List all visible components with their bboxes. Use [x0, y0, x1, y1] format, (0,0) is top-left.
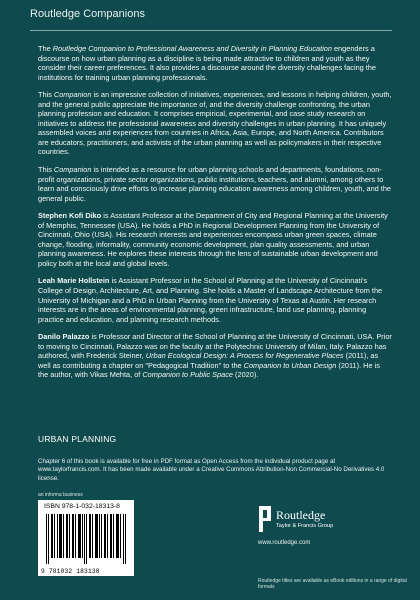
- bio-text-palazzo-1: is Professor and Director of the School of Planning at the University of Cincinnati, USA. Prior to moving to Cincinnati, Palazzo was on the faculty at the Polytechnic University of Milan, Italy. Palazzo has authored, with Frederick Steiner,: [38, 332, 392, 361]
- para3-pre: This: [38, 165, 54, 175]
- author-name-palazzo: Danilo Palazzo: [38, 332, 90, 342]
- intro-book-title: Routledge Companion to Professional Awareness and Diversity in Planning Education: [52, 44, 332, 53]
- series-header: Routledge Companions: [30, 8, 145, 20]
- bio-text-palazzo-3: (2011). He is the author, with Vikas Mehta, of: [38, 360, 380, 380]
- intro-pre: The: [38, 44, 53, 53]
- audience-paragraph: [38, 165, 392, 203]
- author-bio-hollstein: [38, 276, 392, 324]
- book-title-2: Companion to Urban Design: [243, 360, 337, 370]
- intro-post: engenders a discourse on how urban planning as a discipline is being made attractive to children and youth as they consider their career preferences. It also provides a discourse around the diversity challenges facing the institutions for training urban planning professionals.: [38, 44, 376, 82]
- author-bio-diko: [38, 211, 392, 268]
- bio-text-palazzo-2: (2011), as well as contributing a chapter on "Pedagogical Tradition" to the: [38, 351, 379, 370]
- open-access-note: Chapter 6 of this book is available for free in PDF format as Open Access from the individual product page at www.taylorfrancis.com. It has been made available under a Creative Commons Attribution-Non Commercial-No Derivatives 4.0 license.: [38, 458, 385, 482]
- isbn-label: ISBN 978-1-032-18313-8: [44, 503, 120, 510]
- author-bio-palazzo: [38, 332, 392, 380]
- description-paragraph: [38, 90, 392, 157]
- para2-italic: Companion: [53, 90, 92, 100]
- blurb: [38, 44, 392, 388]
- book-title-1: Urban Ecological Design: A Process for Regenerative Places: [145, 351, 344, 361]
- para2-pre: This: [38, 90, 54, 100]
- bio-text-palazzo-4: (2020).: [233, 370, 259, 380]
- bio-text-hollstein: is Assistant Professor in the School of Planning at the University of Cincinnati's College of Design, Architecture, Art, and Planning. She holds a Master of Landscape Architecture from the University of Michigan and a PhD in Urban Planning from the University of Texas at Austin. Her research interests are in the areas of environmental planning, green infrastructure, land use planning, planning practice and education, and planning research methods.: [38, 276, 383, 324]
- header-rule: [30, 30, 392, 31]
- ebook-note: Routledge titles are available as eBook editions in a range of digital formats: [258, 578, 407, 590]
- para2-post: is an impressive collection of initiatives, experiences, and lessons in helping children, youth, and the general public appreciate the importance of, and the diversity challenge confronting, the urban planning profession and education. It comprises empirical, experimental, and case study research on initiatives to address the professional awareness and diversity challenges in urban planning. It has uniquely assembled voices and experiences from countries in Africa, Asia, Europe, and North America. Contributors are educators, practitioners, and activists of the urban planning as well as policymakers in their respective countries.: [38, 90, 392, 157]
- para3-post: is intended as a resource for urban planning schools and departments, foundations, non-profit organizations, private sector organizations, public institutions, teachers, and alumni, among others to learn and consciously drive efforts to increase planning education awareness among children, youth, and the general public.: [38, 165, 391, 203]
- informa-imprint: an informa business: [38, 492, 83, 498]
- barcode-box: [38, 500, 134, 576]
- bio-text-diko: is Assistant Professor at the Department of City and Regional Planning at the University of Memphis, Tennessee (USA). He holds a PhD in Regional Development Planning from the University of Cincinnati, Ohio (USA). His research interests and experiences encompass urban green spaces, climate change, flooding, informality, community economic development, plan quality assessments, and urban planning awareness. He explores these interests through the lens of sustainable urban development and policy both at the local and global levels.: [38, 211, 388, 268]
- author-name-diko: Stephen Kofi Diko: [38, 211, 102, 221]
- publisher-subtitle: Taylor & Francis Group: [276, 523, 334, 529]
- para3-italic: Companion: [53, 165, 92, 175]
- publisher-url[interactable]: www.routledge.com: [258, 540, 311, 546]
- publisher-name: Routledge: [276, 508, 326, 522]
- author-name-hollstein: Leah Marie Hollstein: [38, 276, 110, 286]
- intro-paragraph: [38, 44, 392, 82]
- routledge-logo-icon: [258, 506, 272, 534]
- book-title-3: Companion to Public Space: [142, 370, 234, 380]
- barcode-digits: 9 781032 183138: [41, 568, 100, 575]
- subject-category: URBAN PLANNING: [38, 434, 117, 444]
- barcode-graphic: [44, 514, 128, 564]
